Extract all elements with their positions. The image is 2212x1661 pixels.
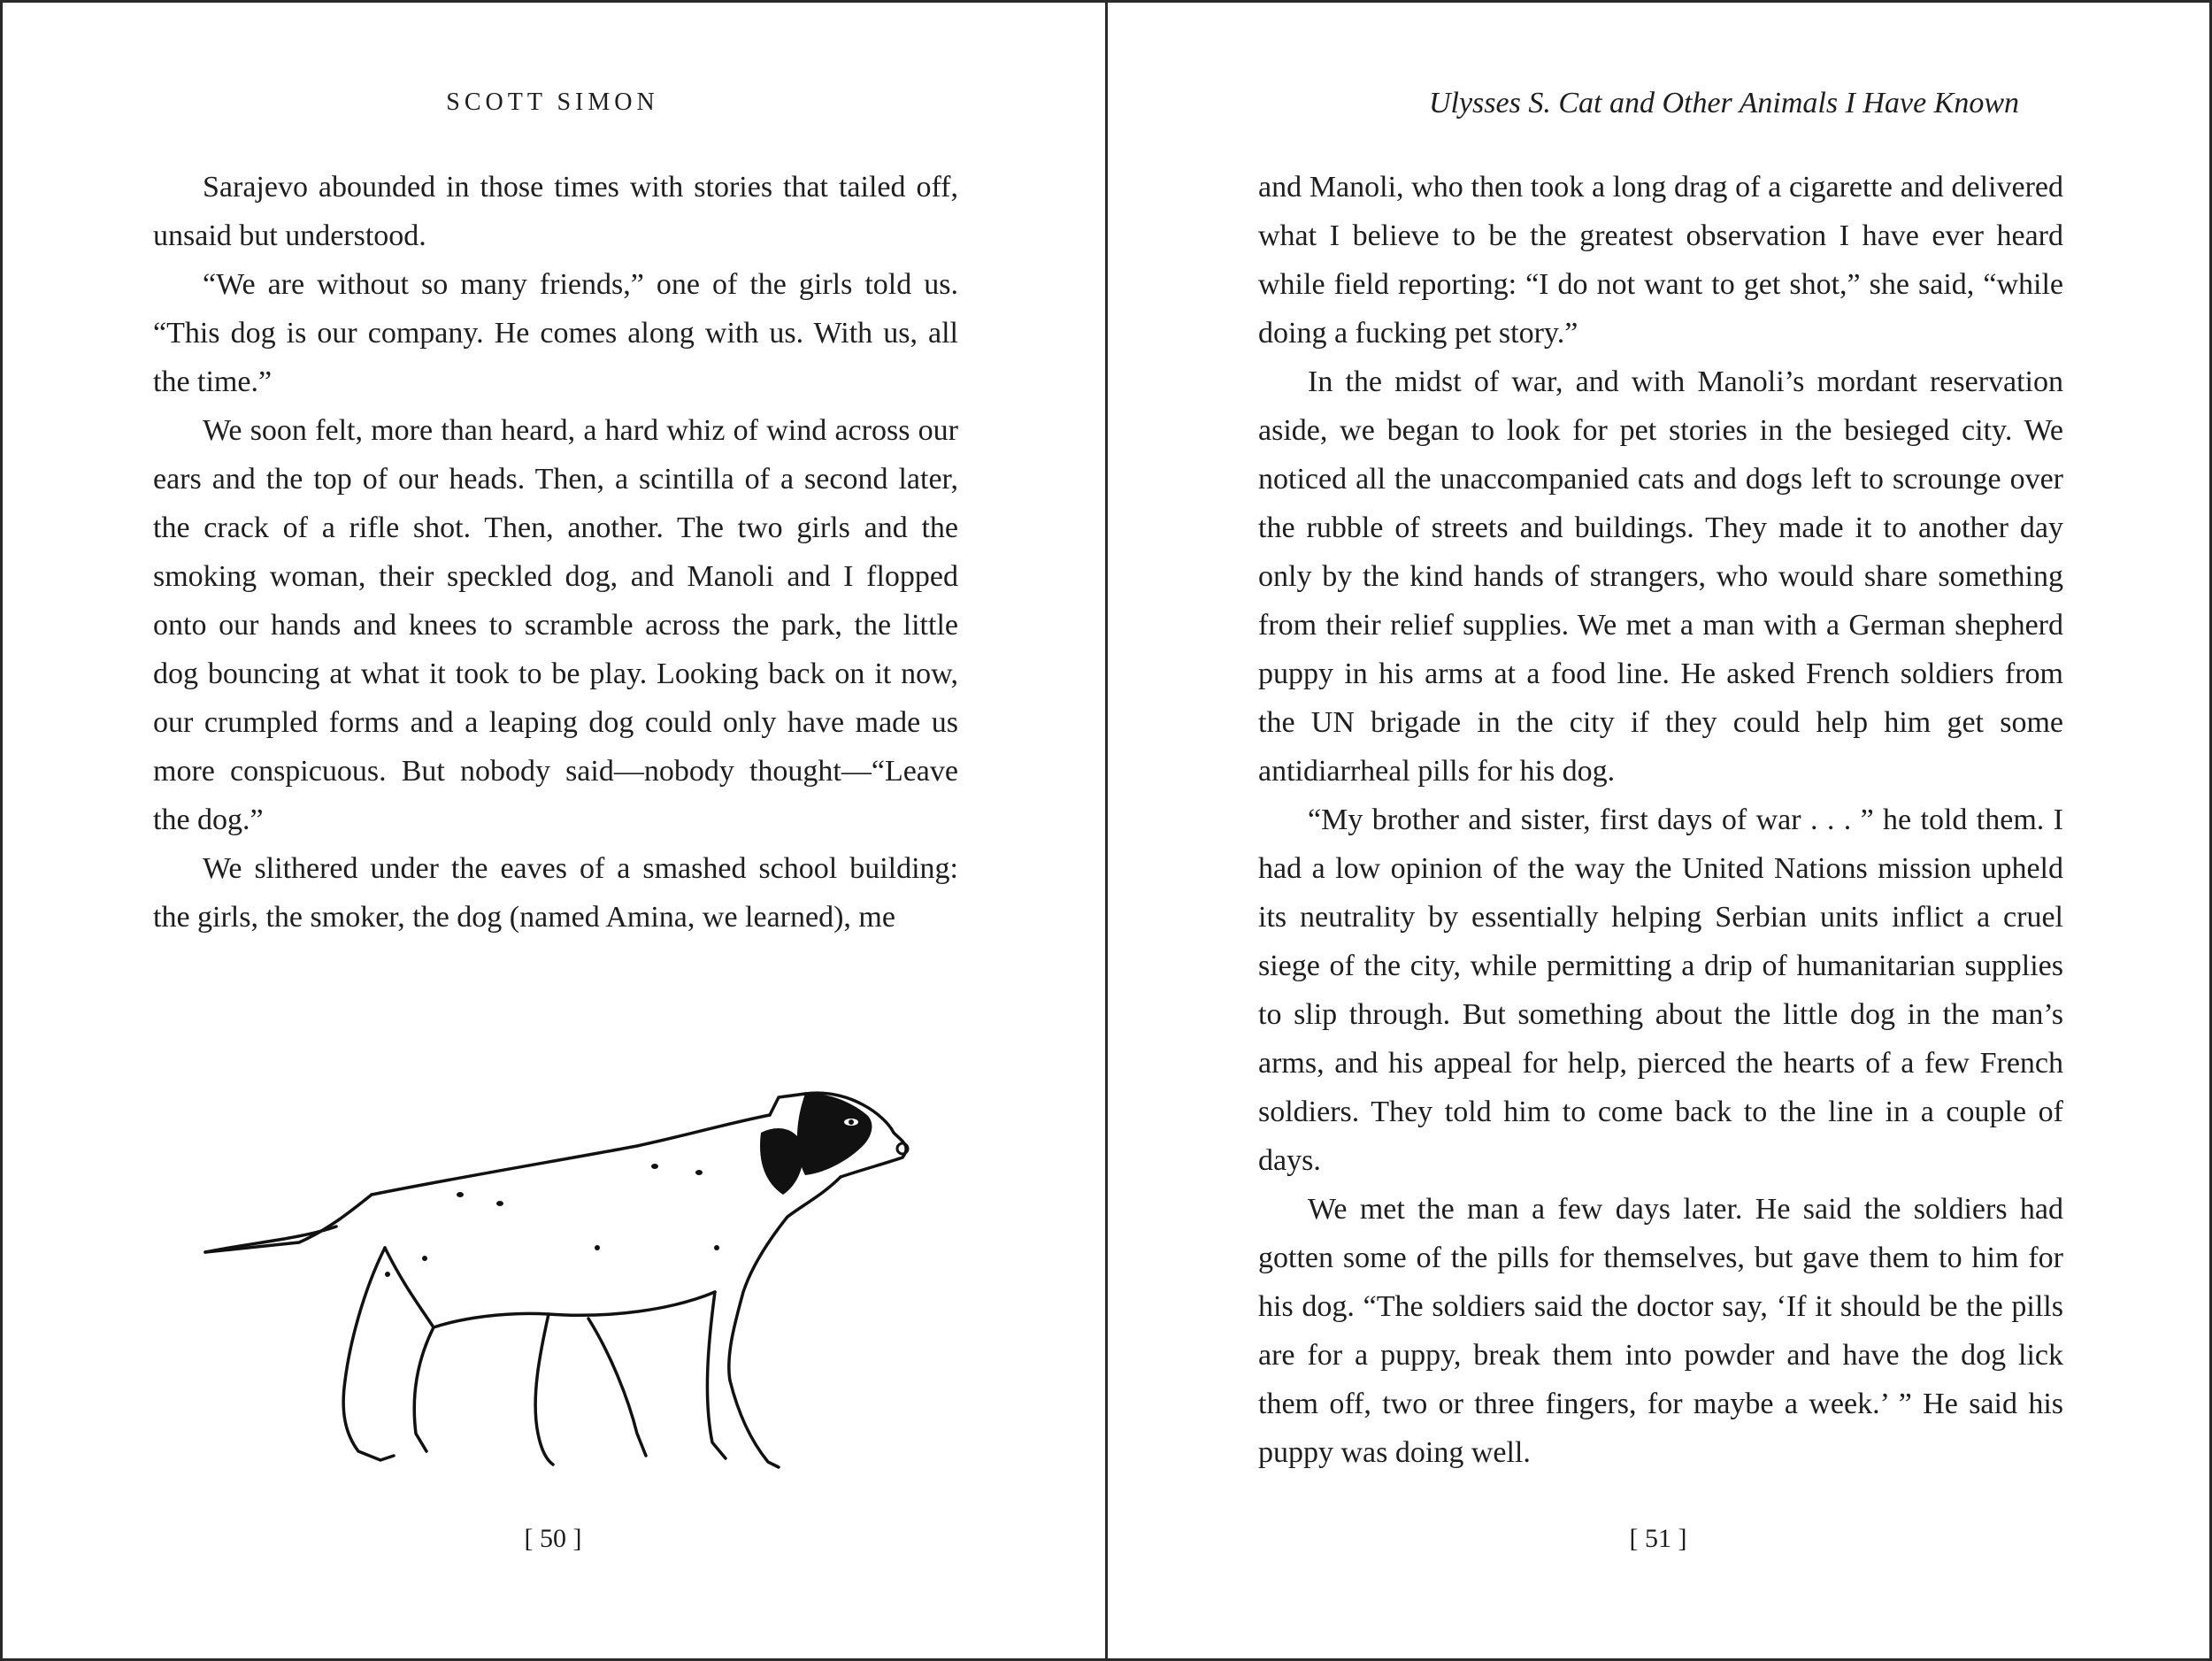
paragraph: We slithered under the eaves of a smashed school building: the girls, the smoker, the dog (named Amina, we learned), me bbox=[153, 852, 958, 934]
dog-illustration bbox=[195, 1062, 920, 1478]
paragraph: In the midst of war, and with Manoli’s mordant reservation aside, we began to look for pet stories in the besieged city. We noticed all the unaccompanied cats and dogs left to scrounge over the rubble of streets and buildings. They made it to another day only by the kind hands of strangers, who would share something from their relief supplies. We met a man with a German shepherd puppy in his arms at a food line. He asked French soldiers from the UN brigade in the city if they could help him get some antidiarrheal pills for his dog. bbox=[1258, 365, 2063, 788]
paragraph: “My brother and sister, first days of war . . . ” he told them. I had a low opinion of the way the United Nations mission upheld its neutrality by essentially helping Serbian units inflict a cruel siege of the city, while permitting a drip of humanitarian supplies to slip through. But something about the little dog in the man’s arms, and his appeal for help, pierced the hearts of a few French soldiers. They told him to come back to the line in a couple of days. bbox=[1258, 804, 2063, 1177]
left-page bbox=[0, 0, 1105, 1661]
page-number: [ 51 ] bbox=[1629, 1524, 1687, 1553]
paragraph: We met the man a few days later. He said the soldiers had gotten some of the pills for themselves, but gave them to him for his dog. “The soldiers said the doctor say, ‘If it should be the pills are for a puppy, break them into powder and have the dog lick them off, two or three fingers, for maybe a week.’ ” He said his puppy was doing well. bbox=[1258, 1193, 2063, 1469]
running-head-title: Ulysses S. Cat and Other Animals I Have Known bbox=[1428, 87, 2020, 119]
paragraph: and Manoli, who then took a long drag of a cigarette and delivered what I believe to be the greatest observation I have ever heard while field reporting: “I do not want to get shot,” she said, “while doing a fucking pet story.” bbox=[1258, 171, 2063, 350]
left-page-body bbox=[153, 163, 958, 942]
running-head-author: SCOTT SIMON bbox=[446, 88, 659, 116]
right-page-body bbox=[1258, 163, 2063, 1477]
paragraph: “We are without so many friends,” one of the girls told us. “This dog is our company. He comes along with us. With us, all the time.” bbox=[153, 268, 958, 398]
paragraph: Sarajevo abounded in those times with stories that tailed off, unsaid but understood. bbox=[153, 171, 958, 252]
paragraph: We soon felt, more than heard, a hard whiz of wind across our ears and the top of our heads. Then, a scintilla of a second later, the crack of a rifle shot. Then, another. The two girls and the smoking woman, their speckled dog, and Manoli and I flopped onto our hands and knees to scramble across the park, the little dog bouncing at what it took to be play. Looking back on it now, our crumpled forms and a leaping dog could only have made us more conspicuous. But nobody said—nobody thought—“Leave the dog.” bbox=[153, 414, 958, 836]
right-page bbox=[1108, 0, 2212, 1661]
page-number: [ 50 ] bbox=[524, 1524, 582, 1553]
